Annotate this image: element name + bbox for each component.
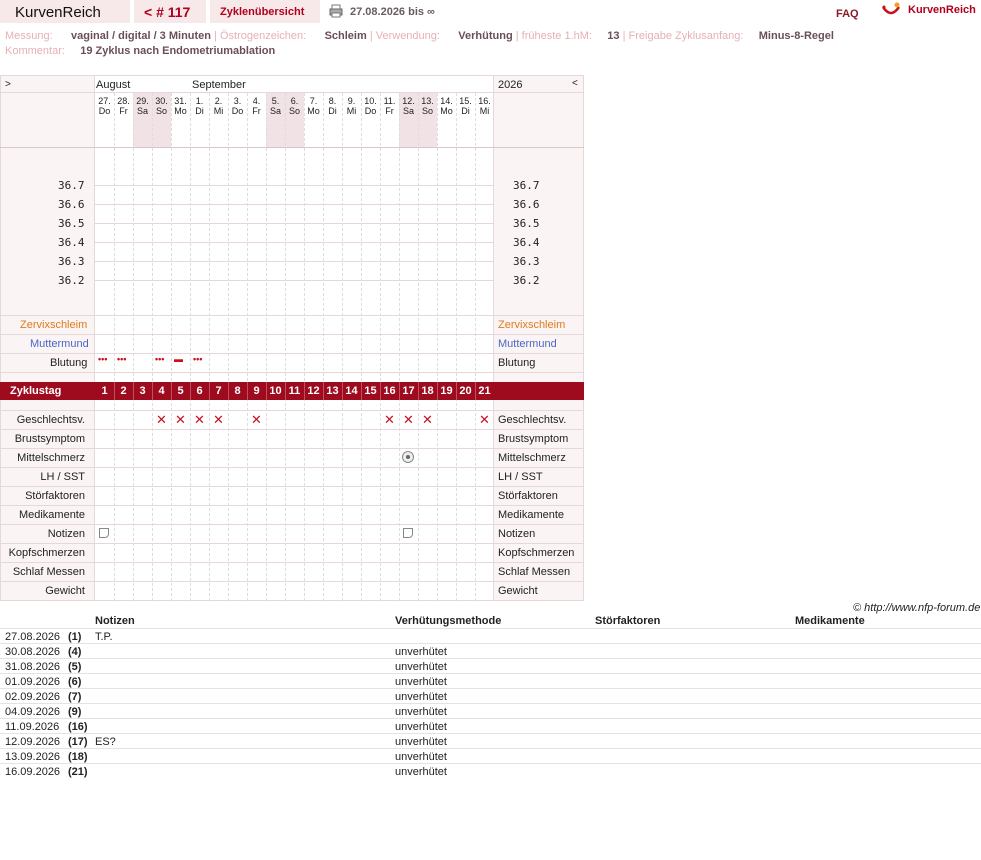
day-date: 31. xyxy=(174,96,187,106)
intercourse-mark-icon[interactable]: ✕ xyxy=(251,412,262,427)
row-date: 11.09.2026 xyxy=(5,721,60,733)
day-header xyxy=(475,96,494,116)
row-divider xyxy=(0,448,584,449)
copyright: © http://www.nfp-forum.de xyxy=(853,602,981,614)
day-weekday: Do xyxy=(364,106,377,116)
row-date: 02.09.2026 xyxy=(5,691,61,703)
day-date: 7. xyxy=(309,96,318,106)
cycle-day-number: 18 xyxy=(421,385,434,397)
row-date: 01.09.2026 xyxy=(5,676,61,688)
day-weekday: Sa xyxy=(136,106,148,116)
cycle-day-divider xyxy=(190,382,191,400)
zervix-label-right: Zervixschleim xyxy=(498,319,566,331)
freigabe-label: Freigabe Zyklusanfang: xyxy=(628,30,744,42)
row-label-left: Brustsymptom xyxy=(14,433,85,445)
cycle-day-divider xyxy=(285,382,286,400)
cycle-day-number: 4 xyxy=(158,385,165,397)
table-row xyxy=(0,643,981,658)
row-divider xyxy=(0,524,584,525)
cycle-day-number: 10 xyxy=(269,385,282,397)
cycle-day-number: 16 xyxy=(383,385,396,397)
note-icon[interactable] xyxy=(99,528,109,538)
temp-label-right: 36.4 xyxy=(513,236,540,249)
row-cycle-day: (5) xyxy=(68,661,82,673)
table-row xyxy=(0,673,981,688)
row-cycle-day: (16) xyxy=(68,721,88,733)
day-date: 15. xyxy=(459,96,472,106)
row-label-left: Medikamente xyxy=(18,509,85,521)
day-header xyxy=(114,96,133,116)
row-date: 31.08.2026 xyxy=(5,661,61,673)
intercourse-mark-icon[interactable]: ✕ xyxy=(213,412,224,427)
day-header xyxy=(323,96,342,116)
table-row xyxy=(0,688,981,703)
row-divider xyxy=(0,486,584,487)
temp-label-left: 36.3 xyxy=(58,255,85,268)
cycle-day-divider xyxy=(475,382,476,400)
nav-next-button[interactable]: < xyxy=(572,78,578,89)
day-weekday: Di xyxy=(195,106,204,116)
day-date: 3. xyxy=(233,96,242,106)
row-divider xyxy=(0,562,584,563)
table-row xyxy=(0,628,981,643)
row-label-left: Schlaf Messen xyxy=(12,566,85,578)
row-label-left: LH / SST xyxy=(40,471,85,483)
day-weekday: So xyxy=(421,106,433,116)
temp-label-right: 36.3 xyxy=(513,255,540,268)
row-label-right: Kopfschmerzen xyxy=(498,547,575,559)
day-date: 29. xyxy=(136,96,149,106)
cycle-day-divider xyxy=(266,382,267,400)
day-header xyxy=(266,96,285,116)
temp-label-right: 36.5 xyxy=(513,217,540,230)
row-label-right: Notizen xyxy=(498,528,536,540)
row-cycle-day: (7) xyxy=(68,691,82,703)
printer-icon[interactable] xyxy=(329,4,343,18)
day-header xyxy=(95,96,114,116)
col-stoerfaktoren: Störfaktoren xyxy=(595,615,661,627)
day-weekday: Di xyxy=(461,106,470,116)
intercourse-mark-icon[interactable]: ✕ xyxy=(422,412,433,427)
cycle-day-number: 11 xyxy=(288,385,301,397)
comment-info xyxy=(5,45,275,57)
temp-label-left: 36.7 xyxy=(58,179,85,192)
temp-gridline xyxy=(95,204,493,205)
table-row xyxy=(0,733,981,748)
mittelschmerz-dot xyxy=(406,455,410,459)
day-date: 16. xyxy=(478,96,491,106)
day-date: 13. xyxy=(421,96,434,106)
day-date: 5. xyxy=(271,96,280,106)
cycle-day-number: 13 xyxy=(326,385,339,397)
table-row xyxy=(0,718,981,733)
zervix-label-left: Zervixschleim xyxy=(20,319,88,331)
cycle-day-number: 3 xyxy=(139,385,146,397)
cycle-day-divider xyxy=(209,382,210,400)
cycle-day-divider xyxy=(380,382,381,400)
row-date: 13.09.2026 xyxy=(5,751,61,763)
day-weekday: Di xyxy=(328,106,337,116)
cycle-day-divider xyxy=(437,382,438,400)
fruehest-label: früheste 1.hM: xyxy=(521,30,592,42)
intercourse-mark-icon[interactable]: ✕ xyxy=(156,412,167,427)
measurement-info: Messung: vaginal / digital / 3 Minuten | Östrogenzeichen: Schleim | Verwendung: Verhütung | früheste 1.hM: 13 | Freigabe Zyklusanfang: Minus-8-Regel xyxy=(5,30,834,42)
logo-icon xyxy=(880,1,902,19)
row-cycle-day: (1) xyxy=(68,631,82,643)
logo-text: KurvenReich xyxy=(908,4,976,16)
temp-label-left: 36.4 xyxy=(58,236,85,249)
cycle-day-number: 7 xyxy=(215,385,222,397)
blutung-label-right: Blutung xyxy=(498,357,536,369)
muttermund-label-right: Muttermund xyxy=(498,338,557,350)
row-label-left: Mittelschmerz xyxy=(17,452,85,464)
cycle-day-divider xyxy=(399,382,400,400)
intercourse-mark-icon[interactable]: ✕ xyxy=(479,412,490,427)
day-date: 11. xyxy=(383,96,396,106)
row-divider xyxy=(0,581,584,582)
row-cycle-day: (9) xyxy=(68,706,82,718)
day-date: 9. xyxy=(347,96,356,106)
row-label-right: Gewicht xyxy=(498,585,538,597)
temp-gridline xyxy=(95,185,493,186)
day-date: 2. xyxy=(214,96,223,106)
day-weekday: Mi xyxy=(346,106,357,116)
cycle-day-number: 8 xyxy=(234,385,241,397)
col-medikamente: Medikamente xyxy=(795,615,865,627)
day-header xyxy=(437,96,456,116)
row-date: 04.09.2026 xyxy=(5,706,61,718)
row-divider xyxy=(0,429,584,430)
row-divider xyxy=(0,467,584,468)
cycle-day-divider xyxy=(247,382,248,400)
date-range: 27.08.2026 bis ∞ xyxy=(350,6,435,18)
row-method: unverhütet xyxy=(395,706,447,718)
cycle-day-divider xyxy=(304,382,305,400)
day-header xyxy=(171,96,190,116)
month-august: August xyxy=(96,79,131,91)
row-method: unverhütet xyxy=(395,661,447,673)
cycle-day-divider xyxy=(456,382,457,400)
row-cycle-day: (21) xyxy=(68,766,88,778)
temp-label-left: 36.6 xyxy=(58,198,85,211)
day-date: 12. xyxy=(402,96,415,106)
cycle-number[interactable]: < # 117 xyxy=(144,4,191,20)
day-header xyxy=(456,96,475,116)
day-date: 4. xyxy=(252,96,261,106)
row-method: unverhütet xyxy=(395,766,447,778)
cycle-day-divider xyxy=(342,382,343,400)
verwendung-value: Verhütung xyxy=(458,30,513,42)
cycle-day-divider xyxy=(114,382,115,400)
cycle-day-number: 2 xyxy=(120,385,127,397)
cycle-day-number: 12 xyxy=(307,385,320,397)
day-header xyxy=(133,96,152,116)
chart-grid-area xyxy=(95,75,493,601)
row-date: 30.08.2026 xyxy=(5,646,61,658)
temp-gridline xyxy=(95,223,493,224)
col-methode: Verhütungsmethode xyxy=(395,615,502,627)
cycle-day-number: 19 xyxy=(440,385,453,397)
day-header xyxy=(247,96,266,116)
intercourse-mark-icon[interactable]: ✕ xyxy=(175,412,186,427)
muttermund-label-left: Muttermund xyxy=(30,338,89,350)
day-date: 10. xyxy=(364,96,377,106)
day-header xyxy=(361,96,380,116)
cycle-overview-link[interactable]: Zyklenübersicht xyxy=(220,6,305,18)
row-cycle-day: (6) xyxy=(68,676,82,688)
row-note: ES? xyxy=(95,736,116,748)
brand-name: KurvenReich xyxy=(15,4,101,21)
cycle-day-divider xyxy=(171,382,172,400)
cycle-day-number: 1 xyxy=(101,385,108,397)
day-header xyxy=(418,96,437,116)
cycle-day-number: 9 xyxy=(253,385,260,397)
day-weekday: Sa xyxy=(402,106,414,116)
mittelschmerz-icon[interactable] xyxy=(402,451,414,463)
day-weekday: Mo xyxy=(174,106,187,116)
day-date: 27. xyxy=(98,96,111,106)
row-method: unverhütet xyxy=(395,646,447,658)
table-row xyxy=(0,748,981,763)
temp-gridline xyxy=(95,242,493,243)
table-row xyxy=(0,703,981,718)
row-method: unverhütet xyxy=(395,751,447,763)
day-date: 8. xyxy=(328,96,337,106)
day-header xyxy=(342,96,361,116)
day-header xyxy=(380,96,399,116)
row-label-right: Geschlechtsv. xyxy=(498,414,567,426)
day-weekday: Do xyxy=(231,106,244,116)
temp-gridline xyxy=(95,261,493,262)
temp-label-right: 36.2 xyxy=(513,274,540,287)
row-date: 27.08.2026 xyxy=(5,631,61,643)
messung-label: Messung: xyxy=(5,30,53,42)
table-row xyxy=(0,763,981,778)
row-cycle-day: (18) xyxy=(68,751,88,763)
row-label-left: Gewicht xyxy=(45,585,85,597)
day-weekday: Fr xyxy=(252,106,261,116)
row-date: 12.09.2026 xyxy=(5,736,61,748)
row-divider xyxy=(0,543,584,544)
row-label-left: Kopfschmerzen xyxy=(8,547,85,559)
faq-link[interactable]: FAQ xyxy=(836,8,859,20)
cycle-day-divider xyxy=(133,382,134,400)
day-date: 14. xyxy=(440,96,453,106)
cycle-day-divider xyxy=(361,382,362,400)
temp-label-left: 36.5 xyxy=(58,217,85,230)
day-weekday: Mi xyxy=(479,106,490,116)
row-label-left: Störfaktoren xyxy=(25,490,85,502)
day-weekday: Mo xyxy=(307,106,320,116)
row-date: 16.09.2026 xyxy=(5,766,61,778)
row-label-right: Störfaktoren xyxy=(498,490,558,502)
kommentar-label: Kommentar: xyxy=(5,45,65,57)
row-label-right: LH / SST xyxy=(498,471,543,483)
row-label-right: Schlaf Messen xyxy=(498,566,571,578)
day-header xyxy=(228,96,247,116)
cycle-day-number: 21 xyxy=(478,385,491,397)
cycle-day-number: 5 xyxy=(177,385,184,397)
bleeding-marker: ••• xyxy=(117,354,127,364)
table-row xyxy=(0,658,981,673)
row-method: unverhütet xyxy=(395,736,447,748)
cycle-day-divider xyxy=(228,382,229,400)
intercourse-mark-icon[interactable]: ✕ xyxy=(194,412,205,427)
bleeding-marker: ▬ xyxy=(174,354,183,364)
oestrogen-label: Östrogenzeichen: xyxy=(220,30,307,42)
verwendung-label: Verwendung: xyxy=(375,30,440,42)
row-divider xyxy=(0,505,584,506)
row-label-left: Geschlechtsv. xyxy=(16,414,85,426)
cycle-day-number: 15 xyxy=(364,385,377,397)
day-weekday: Mi xyxy=(213,106,224,116)
cycle-overview-tab[interactable] xyxy=(210,0,320,23)
fruehest-value: 13 xyxy=(607,30,620,42)
row-cycle-day: (17) xyxy=(68,736,88,748)
temp-gridline xyxy=(95,280,493,281)
cycle-day-divider xyxy=(152,382,153,400)
row-cycle-day: (4) xyxy=(68,646,82,658)
cycle-chart xyxy=(0,75,584,601)
day-weekday: Mo xyxy=(440,106,453,116)
day-date: 6. xyxy=(290,96,299,106)
cycle-day-divider xyxy=(418,382,419,400)
day-weekday: Sa xyxy=(269,106,281,116)
cycle-day-divider xyxy=(323,382,324,400)
row-label-right: Brustsymptom xyxy=(498,433,569,445)
oestrogen-value: Schleim xyxy=(324,30,367,42)
brand-tab[interactable] xyxy=(0,0,130,23)
day-weekday: Do xyxy=(98,106,111,116)
day-date: 1. xyxy=(195,96,204,106)
day-date: 28. xyxy=(117,96,130,106)
temp-label-left: 36.2 xyxy=(58,274,85,287)
row-label-right: Mittelschmerz xyxy=(498,452,566,464)
day-header xyxy=(304,96,323,116)
month-september: September xyxy=(192,79,246,91)
row-method: unverhütet xyxy=(395,721,447,733)
cycle-day-number: 17 xyxy=(402,385,415,397)
temp-label-right: 36.7 xyxy=(513,179,540,192)
row-note: T.P. xyxy=(95,631,113,643)
day-weekday: So xyxy=(288,106,300,116)
kommentar-value: 19 Zyklus nach Endometriumablation xyxy=(80,45,276,57)
freigabe-value: Minus-8-Regel xyxy=(758,30,834,42)
day-date: 30. xyxy=(155,96,168,106)
nav-prev-button[interactable]: > xyxy=(5,79,11,90)
intercourse-mark-icon[interactable]: ✕ xyxy=(403,412,414,427)
day-header xyxy=(209,96,228,116)
cycle-number-tab[interactable] xyxy=(134,0,206,23)
row-method: unverhütet xyxy=(395,691,447,703)
bleeding-marker: ••• xyxy=(98,354,108,364)
messung-value: vaginal / digital / 3 Minuten xyxy=(71,30,212,42)
row-method: unverhütet xyxy=(395,676,447,688)
year-label: 2026 xyxy=(498,79,523,91)
row-divider xyxy=(0,410,584,411)
col-notizen: Notizen xyxy=(95,615,135,627)
row-label-left: Notizen xyxy=(47,528,85,540)
note-icon[interactable] xyxy=(403,528,413,538)
cycle-day-number: 14 xyxy=(345,385,358,397)
cycle-day-number: 20 xyxy=(459,385,472,397)
top-bar xyxy=(0,0,981,24)
day-weekday: So xyxy=(155,106,167,116)
day-header xyxy=(399,96,418,116)
cycle-day-number: 6 xyxy=(196,385,203,397)
day-header xyxy=(285,96,304,116)
day-weekday: Fr xyxy=(119,106,128,116)
temp-label-right: 36.6 xyxy=(513,198,540,211)
bleeding-marker: ••• xyxy=(155,354,165,364)
blutung-label-left: Blutung xyxy=(50,357,88,369)
row-label-right: Medikamente xyxy=(498,509,565,521)
day-header xyxy=(152,96,171,116)
day-weekday: Fr xyxy=(385,106,394,116)
zyklustag-label: Zyklustag xyxy=(10,385,62,397)
bleeding-marker: ••• xyxy=(193,354,203,364)
day-header xyxy=(190,96,209,116)
intercourse-mark-icon[interactable]: ✕ xyxy=(384,412,395,427)
